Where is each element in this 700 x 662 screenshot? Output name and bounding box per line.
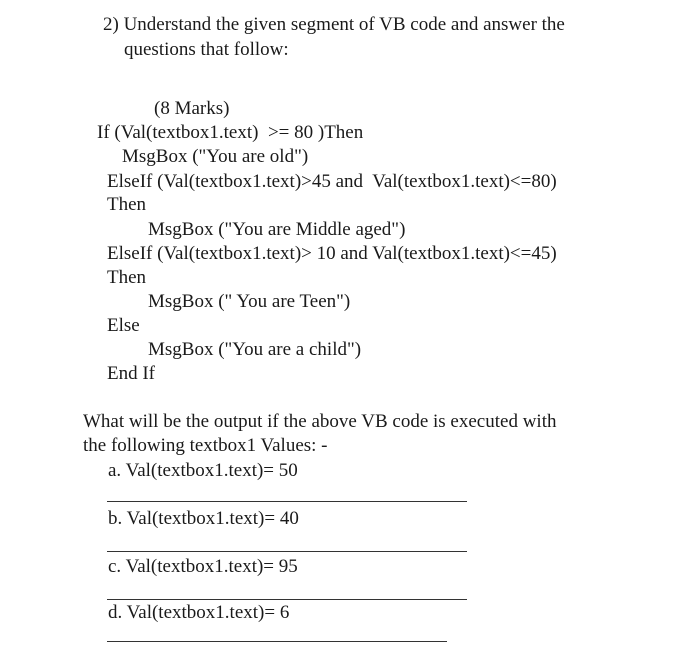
code-line-elseif-2: ElseIf (Val(textbox1.text)> 10 and Val(textbox1.text)<=45) xyxy=(107,243,557,264)
prompt-line2: the following textbox1 Values: - xyxy=(83,435,328,456)
code-line-msgbox-old: MsgBox ("You are old") xyxy=(122,146,309,167)
code-line-else: Else xyxy=(107,315,140,336)
item-d-label: d. Val(textbox1.text)= 6 xyxy=(108,602,290,623)
item-c-answer-line[interactable] xyxy=(107,599,467,600)
code-line-elseif-1: ElseIf (Val(textbox1.text)>45 and Val(textbox1.text)<=80) xyxy=(107,171,557,192)
item-b-label: b. Val(textbox1.text)= 40 xyxy=(108,508,299,529)
item-a-answer-line[interactable] xyxy=(107,501,467,502)
item-c-label: c. Val(textbox1.text)= 95 xyxy=(108,556,298,577)
code-line-msgbox-child: MsgBox ("You are a child") xyxy=(148,339,362,360)
item-d-answer-line[interactable] xyxy=(107,641,447,642)
prompt-line1: What will be the output if the above VB code is executed with xyxy=(83,411,557,432)
marks-label: (8 Marks) xyxy=(154,98,230,119)
question-heading-line1: 2) Understand the given segment of VB code and answer the xyxy=(103,14,565,35)
code-line-msgbox-teen: MsgBox (" You are Teen") xyxy=(148,291,351,312)
code-line-then-2: Then xyxy=(107,267,147,288)
code-line-end-if: End If xyxy=(107,363,156,384)
code-line-if: If (Val(textbox1.text) >= 80 )Then xyxy=(97,122,364,143)
code-line-then-1: Then xyxy=(107,194,147,215)
item-a-label: a. Val(textbox1.text)= 50 xyxy=(108,460,298,481)
question-heading-line2: questions that follow: xyxy=(124,39,289,60)
item-b-answer-line[interactable] xyxy=(107,551,467,552)
code-line-msgbox-middle: MsgBox ("You are Middle aged") xyxy=(148,219,406,240)
